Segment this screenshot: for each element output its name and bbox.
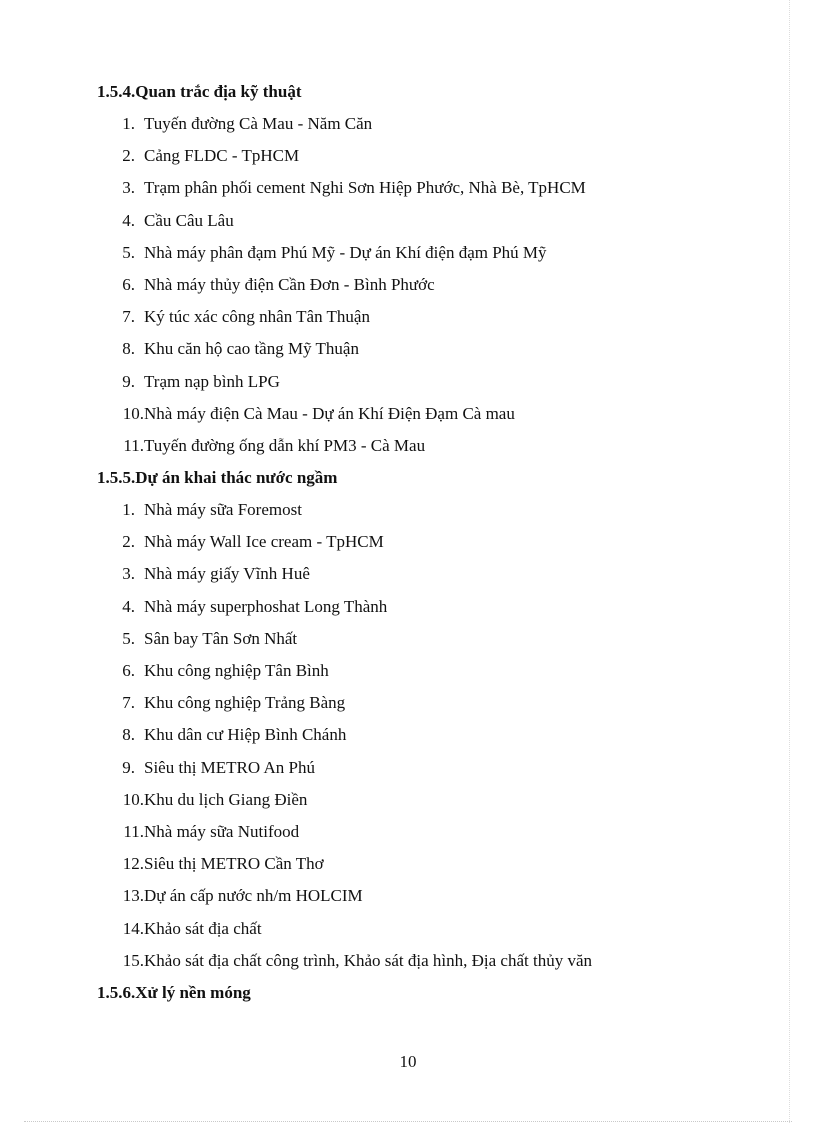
list-item: [97, 237, 777, 269]
list-text: Trạm nạp bình LPG: [144, 371, 280, 391]
list-number: 11.: [123, 435, 144, 455]
section-heading: 1.5.6.Xử lý nền móng: [97, 982, 251, 1002]
list-item: [97, 816, 777, 848]
list-item: [97, 430, 777, 462]
page-number: 10: [399, 1052, 417, 1071]
list-text: Khảo sát địa chất công trình, Khảo sát địa hình, Địa chất thủy văn: [144, 950, 593, 970]
list-text: Nhà máy sữa Nutifood: [144, 821, 300, 841]
list-number: 4.: [122, 210, 135, 230]
list-item: [97, 205, 777, 237]
list-text: Khu công nghiệp Trảng Bàng: [144, 693, 346, 713]
list-number: 1.: [122, 114, 135, 133]
list-number: 9.: [122, 757, 135, 777]
list-item: [97, 913, 777, 945]
list-text: Trạm phân phối cement Nghi Sơn Hiệp Phước, Nhà Bè, TpHCM: [144, 178, 586, 198]
list-number: 13.: [122, 886, 144, 906]
list-text: Nhà máy Wall Ice cream - TpHCM: [144, 532, 384, 552]
page-edge-bottom: [24, 1121, 792, 1122]
list-number: 4.: [122, 596, 135, 616]
list-text: Cảng FLDC - TpHCM: [144, 146, 300, 166]
page-edge-right: [789, 0, 790, 1123]
list-number: 6.: [122, 274, 135, 294]
list-text: Tuyến đường Cà Mau - Năm Căn: [144, 114, 373, 133]
list-text: Nhà máy thủy điện Cần Đơn - Bình Phước: [144, 274, 435, 294]
list-item: [97, 366, 777, 398]
list-number: 8.: [122, 339, 135, 359]
list-text: Khảo sát địa chất: [144, 918, 262, 938]
list-number: 10.: [122, 403, 144, 423]
list-text: Cầu Câu Lâu: [144, 210, 234, 230]
list-text: Nhà máy phân đạm Phú Mỹ - Dự án Khí điện đạm Phú Mỹ: [144, 242, 547, 262]
list-item: [97, 108, 777, 140]
list-item: [97, 880, 777, 912]
list-number: 3.: [122, 564, 135, 584]
page-content: [97, 76, 777, 1009]
list-item: [97, 655, 777, 687]
list-item: [97, 140, 777, 172]
list-item: [97, 172, 777, 204]
list-text: Siêu thị METRO Cần Thơ: [144, 854, 324, 874]
list-number: 9.: [122, 371, 135, 391]
list-text: Dự án cấp nước nh/m HOLCIM: [144, 886, 363, 906]
list-number: 15.: [122, 950, 144, 970]
list-number: 8.: [122, 725, 135, 745]
list-text: Khu dân cư Hiệp Bình Chánh: [144, 725, 347, 745]
list-number: 10.: [122, 789, 144, 809]
list-item: [97, 623, 777, 655]
list-text: Khu căn hộ cao tầng Mỹ Thuận: [144, 339, 359, 359]
list-number: 5.: [122, 628, 135, 648]
list-item: [97, 687, 777, 719]
list-number: 7.: [122, 693, 135, 713]
section-heading: 1.5.4.Quan trắc địa kỹ thuật: [97, 82, 302, 101]
list-number: 5.: [122, 242, 135, 262]
list-number: 3.: [122, 178, 135, 198]
list-text: Siêu thị METRO An Phú: [144, 757, 315, 777]
list-item: [97, 752, 777, 784]
list-text: Khu du lịch Giang Điền: [144, 789, 308, 809]
list-item: [97, 719, 777, 751]
list-item: [97, 269, 777, 301]
list-text: Nhà máy sữa Foremost: [144, 500, 302, 520]
list-text: Nhà máy điện Cà Mau - Dự án Khí Điện Đạm Cà mau: [144, 403, 515, 423]
list-text: Nhà máy superphoshat Long Thành: [144, 596, 388, 616]
numbered-list: [97, 494, 777, 977]
list-number: 2.: [122, 532, 135, 552]
list-number: 14.: [122, 918, 144, 938]
list-number: 11.: [123, 821, 144, 841]
list-item: [97, 591, 777, 623]
list-item: [97, 784, 777, 816]
list-number: 12.: [122, 854, 144, 874]
list-text: Tuyến đường ống dẫn khí PM3 - Cà Mau: [144, 435, 426, 455]
list-item: [97, 301, 777, 333]
list-number: 7.: [122, 307, 135, 327]
list-text: Khu công nghiệp Tân Bình: [144, 661, 329, 680]
list-item: [97, 848, 777, 880]
numbered-list: [97, 108, 777, 462]
list-text: Nhà máy giấy Vĩnh Huê: [144, 564, 310, 584]
list-item: [97, 398, 777, 430]
section-heading: 1.5.5.Dự án khai thác nước ngầm: [97, 468, 338, 488]
list-number: 2.: [122, 146, 135, 166]
list-item: [97, 494, 777, 526]
list-text: Ký túc xác công nhân Tân Thuận: [144, 307, 370, 327]
list-item: [97, 526, 777, 558]
list-item: [97, 558, 777, 590]
list-item: [97, 945, 777, 977]
list-text: Sân bay Tân Sơn Nhất: [144, 628, 298, 648]
list-number: 6.: [122, 661, 135, 680]
list-item: [97, 333, 777, 365]
list-number: 1.: [122, 500, 135, 520]
